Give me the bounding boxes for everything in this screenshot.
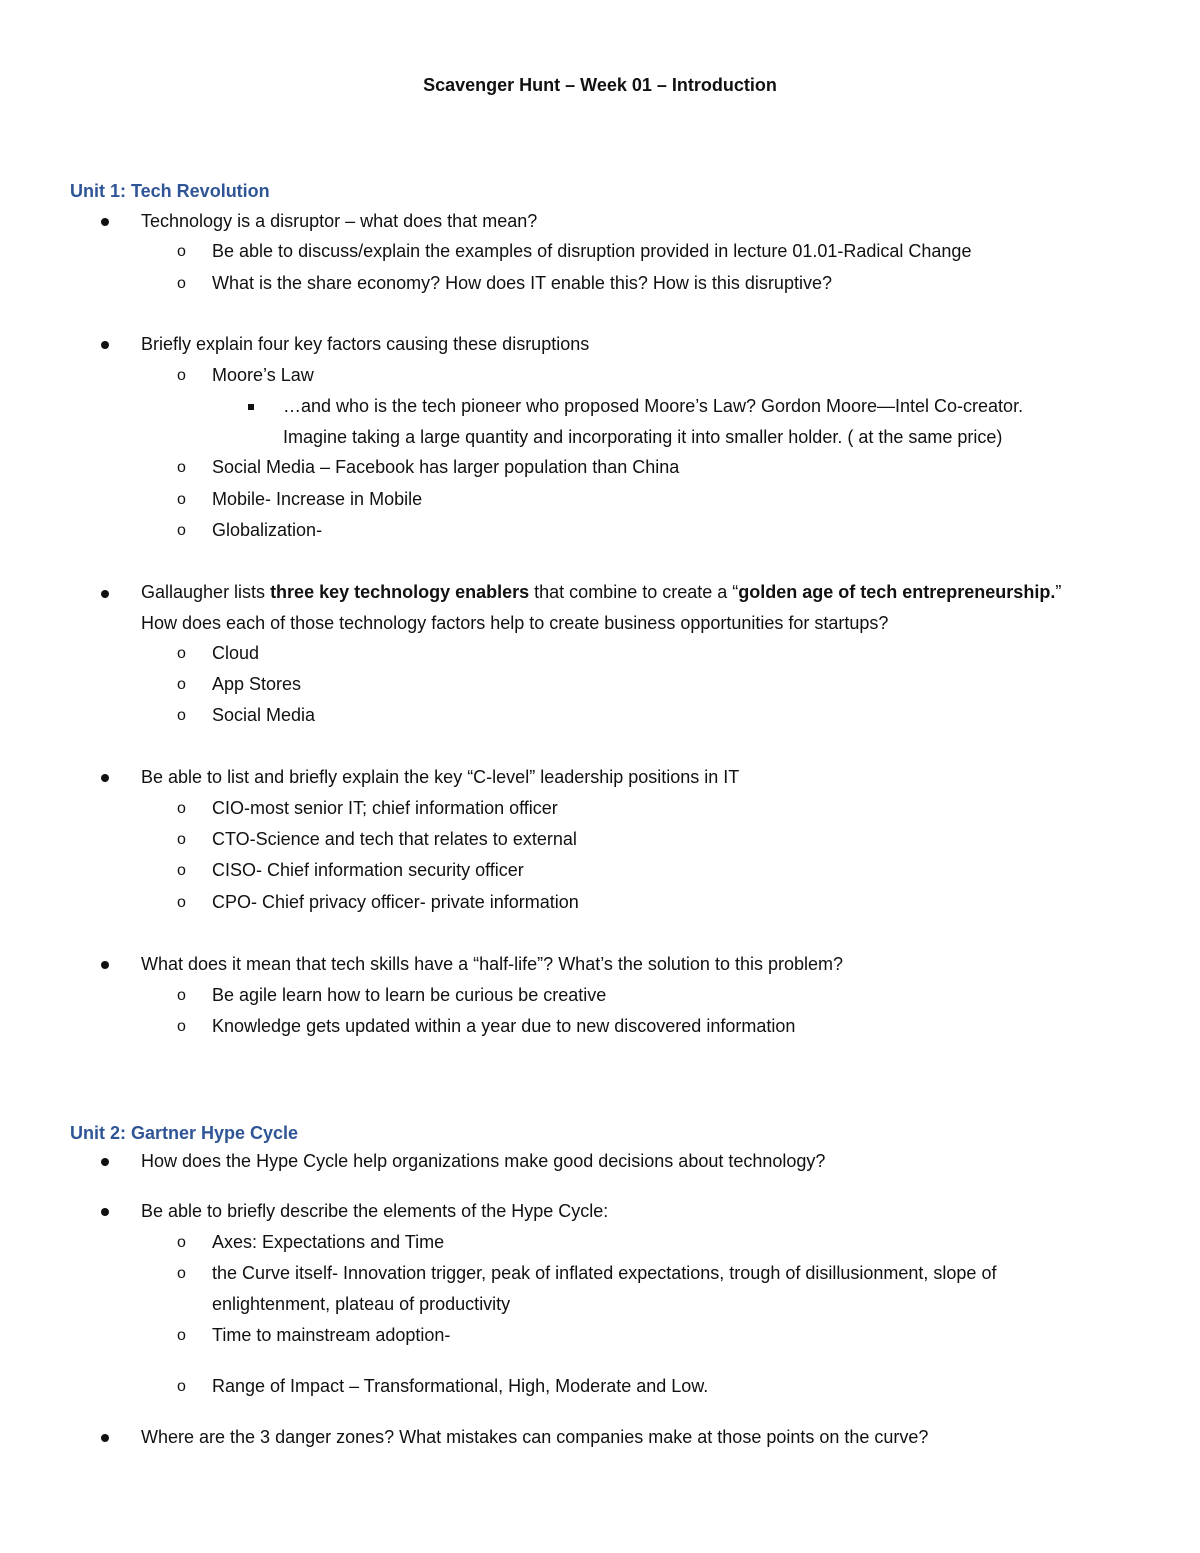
- sub-bullet-icon: o: [177, 645, 186, 662]
- sub-item-curve: [212, 1258, 996, 1320]
- sub-bullet-icon: o: [177, 831, 186, 848]
- sub-bullet-icon: o: [177, 243, 186, 260]
- sub-item-app-stores: App Stores: [212, 674, 302, 694]
- bullet-icon: [101, 218, 109, 226]
- sub-bullet-icon: o: [177, 894, 186, 911]
- question-half-life: What does it mean that tech skills have a “half-life”? What’s the solution to this problem?: [141, 954, 844, 974]
- enablers-line-1: [141, 577, 1061, 608]
- sub-bullet-icon: o: [177, 676, 186, 693]
- bullet-icon: [101, 1434, 109, 1442]
- curve-line-1: the Curve itself- Innovation trigger, peak of inflated expectations, trough of disillusionment, slope of: [212, 1263, 997, 1283]
- question-hype-cycle-decisions: How does the Hype Cycle help organizations make good decisions about technology?: [141, 1151, 826, 1171]
- question-c-level: Be able to list and briefly explain the key “C-level” leadership positions in IT: [141, 767, 740, 787]
- sub-bullet-icon: o: [177, 707, 186, 724]
- sub-bullet-icon: o: [177, 522, 186, 539]
- question-hype-cycle-elements: Be able to briefly describe the elements of the Hype Cycle:: [141, 1201, 609, 1221]
- sub-sub-item-gordon-moore: [283, 391, 1023, 453]
- gordon-moore-line-2: Imagine taking a large quantity and incorporating it into smaller holder. ( at the same price): [283, 427, 1003, 447]
- sub-bullet-icon: o: [177, 1234, 186, 1251]
- enablers-text-pre: Gallaugher lists: [141, 582, 271, 602]
- sub-bullet-icon: o: [177, 275, 186, 292]
- sub-item-cpo: CPO- Chief privacy officer- private information: [212, 892, 579, 912]
- sub-item-be-agile: Be agile learn how to learn be curious be creative: [212, 985, 607, 1005]
- sub-item-axes: Axes: Expectations and Time: [212, 1232, 445, 1252]
- sub-bullet-icon: o: [177, 862, 186, 879]
- unit-2-heading: Unit 2: Gartner Hype Cycle: [70, 1123, 299, 1143]
- sub-item-knowledge-updated: Knowledge gets updated within a year due to new discovered information: [212, 1016, 796, 1036]
- bullet-icon: [101, 341, 109, 349]
- sub-bullet-icon: o: [177, 1327, 186, 1344]
- sub-item-share-economy: What is the share economy? How does IT enable this? How is this disruptive?: [212, 273, 832, 293]
- sub-bullet-icon: o: [177, 987, 186, 1004]
- enablers-text-bold-2: golden age of tech entrepreneurship.: [738, 582, 1056, 602]
- document-title: Scavenger Hunt – Week 01 – Introduction: [423, 75, 777, 95]
- square-bullet-icon: [248, 404, 254, 410]
- bullet-icon: [101, 1158, 109, 1166]
- sub-item-cio: CIO-most senior IT; chief information officer: [212, 798, 558, 818]
- sub-bullet-icon: o: [177, 1018, 186, 1035]
- sub-item-range-of-impact: Range of Impact – Transformational, High, Moderate and Low.: [212, 1376, 709, 1396]
- sub-bullet-icon: o: [177, 1378, 186, 1395]
- sub-bullet-icon: o: [177, 491, 186, 508]
- curve-line-2: enlightenment, plateau of productivity: [212, 1294, 511, 1314]
- question-key-factors: Briefly explain four key factors causing these disruptions: [141, 334, 590, 354]
- sub-item-globalization: Globalization-: [212, 520, 323, 540]
- sub-bullet-icon: o: [177, 1265, 186, 1282]
- gordon-moore-line-1: …and who is the tech pioneer who proposed Moore’s Law? Gordon Moore—Intel Co-creator.: [283, 396, 1024, 416]
- enablers-text-bold-1: three key technology enablers: [270, 582, 530, 602]
- sub-item-moores-law: Moore’s Law: [212, 365, 314, 385]
- unit-1-heading: Unit 1: Tech Revolution: [70, 181, 270, 201]
- enablers-text-end: ”: [1055, 582, 1062, 602]
- sub-bullet-icon: o: [177, 367, 186, 384]
- bullet-icon: [101, 774, 109, 782]
- enablers-line-2: How does each of those technology factors help to create business opportunities for startups?: [141, 613, 889, 633]
- bullet-icon: [101, 1208, 109, 1216]
- sub-item-cloud: Cloud: [212, 643, 260, 663]
- sub-item-mobile: Mobile- Increase in Mobile: [212, 489, 423, 509]
- sub-item-social-media: Social Media – Facebook has larger population than China: [212, 457, 680, 477]
- bullet-icon: [101, 590, 109, 598]
- sub-item-time-to-adoption: Time to mainstream adoption-: [212, 1325, 451, 1345]
- question-technology-enablers: [141, 577, 1061, 639]
- bullet-icon: [101, 961, 109, 969]
- sub-item-social-media-enabler: Social Media: [212, 705, 316, 725]
- question-disruptor: Technology is a disruptor – what does that mean?: [141, 211, 538, 231]
- enablers-text-mid: that combine to create a “: [529, 582, 739, 602]
- sub-item-cto: CTO-Science and tech that relates to external: [212, 829, 577, 849]
- question-danger-zones: Where are the 3 danger zones? What mistakes can companies make at those points on the curve?: [141, 1427, 929, 1447]
- sub-bullet-icon: o: [177, 800, 186, 817]
- sub-bullet-icon: o: [177, 459, 186, 476]
- sub-item-ciso: CISO- Chief information security officer: [212, 860, 524, 880]
- sub-item-disruption-examples: Be able to discuss/explain the examples of disruption provided in lecture 01.01-Radical Change: [212, 241, 972, 261]
